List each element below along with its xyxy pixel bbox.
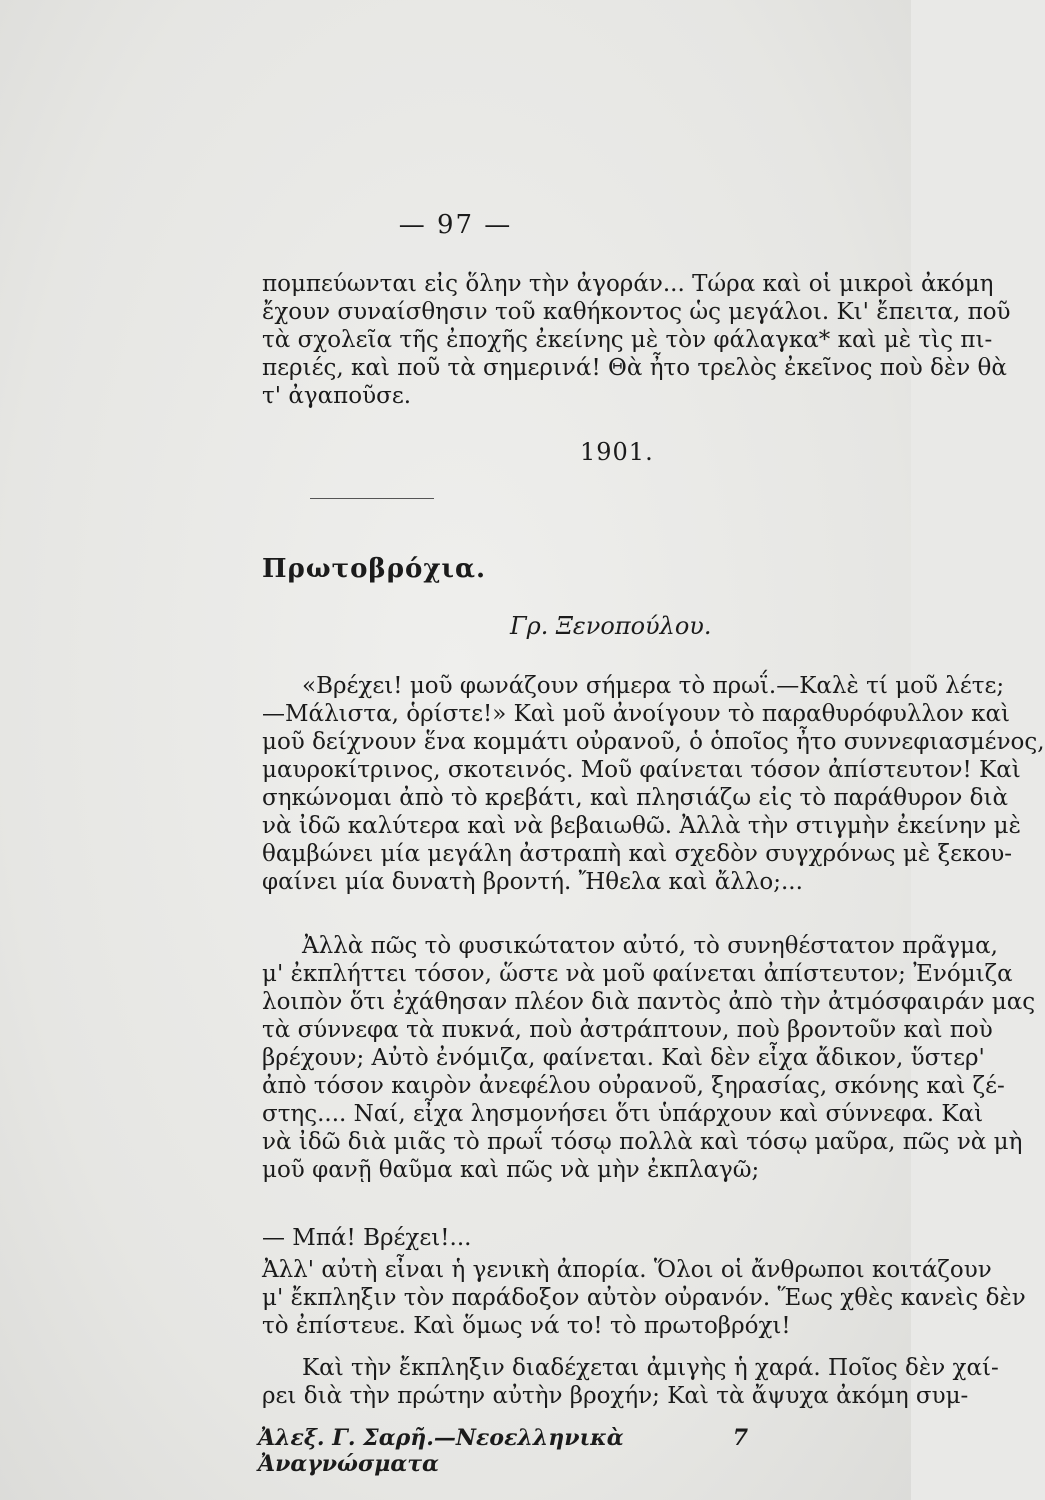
section-title: Πρωτοβρόχια. xyxy=(262,554,487,584)
text-line: ἀπὸ τόσον καιρὸν ἀνεφέλου οὐρανοῦ, ξηρασίας, σκόνης καὶ ζέ- xyxy=(262,1073,1005,1099)
text-line: Ἀλλ' αὐτὴ εἶναι ἡ γενικὴ ἀπορία. Ὅλοι οἱ ἄνθρωποι κοιτάζουν xyxy=(262,1257,992,1283)
text-line: —Μάλιστα, ὁρίστε!» Καὶ μοῦ ἀνοίγουν τὸ παραθυρόφυλλον καὶ xyxy=(262,701,1011,727)
text-line: πομπεύωνται εἰς ὅλην τὴν ἀγοράν... Τώρα καὶ οἱ μικροὶ ἀκόμη xyxy=(262,271,994,297)
text-line: τ' ἀγαποῦσε. xyxy=(262,383,412,409)
text-line: τὰ σχολεῖα τῆς ἐποχῆς ἐκείνης μὲ τὸν φάλαγκα* καὶ μὲ τὶς πι- xyxy=(262,327,993,353)
text-line: μ' ἔκπληξιν τὸν παράδοξον αὐτὸν οὐρανόν. Ἕως χθὲς κανεὶς δὲν xyxy=(262,1285,1026,1311)
text-line: μαυροκίτρινος, σκοτεινός. Μοῦ φαίνεται τόσον ἀπίστευτον! Καὶ xyxy=(262,757,1021,783)
text-line: μοῦ δείχνουν ἕνα κομμάτι οὐρανοῦ, ὁ ὁποῖος ἦτο συννεφιασμένος, xyxy=(262,729,1045,755)
page-number: — 97 — xyxy=(398,210,513,240)
text-line: νὰ ἰδῶ καλύτερα καὶ νὰ βεβαιωθῶ. Ἀλλὰ τὴν στιγμὴν ἐκείνην μὲ xyxy=(262,813,1021,839)
paragraph-1 xyxy=(262,672,1045,896)
text-line: τὸ ἐπίστευε. Καὶ ὅμως νά το! τὸ πρωτοβρόχι! xyxy=(262,1313,791,1339)
footer-book-title: Ἀλεξ. Γ. Σαρῆ.—Νεοελληνικὰ Ἀναγνώσματα xyxy=(258,1425,624,1477)
text-line: Ἀλλὰ πῶς τὸ φυσικώτατον αὐτό, τὸ συνηθέστατον πρᾶγμα, xyxy=(302,933,998,959)
text-line: τὰ σύννεφα τὰ πυκνά, ποὺ ἀστράπτουν, ποὺ βροντοῦν καὶ ποὺ xyxy=(262,1017,993,1043)
paragraph-5 xyxy=(262,1354,999,1410)
top-paragraph xyxy=(262,270,1011,410)
text-line: — Μπά! Βρέχει!... xyxy=(262,1225,472,1251)
text-line: λοιπὸν ὅτι ἐχάθησαν πλέον διὰ παντὸς ἀπὸ τὴν ἀτμόσφαιράν μας xyxy=(262,989,1036,1015)
date: 1901. xyxy=(580,438,654,466)
page-footer xyxy=(258,1425,748,1477)
text-line: στης.... Ναί, εἶχα λησμονήσει ὅτι ὑπάρχουν καὶ σύννεφα. Καὶ xyxy=(262,1101,984,1127)
section-divider xyxy=(310,498,434,499)
paragraph-4 xyxy=(262,1256,1026,1340)
text-line: σηκώνομαι ἀπὸ τὸ κρεβάτι, καὶ πλησιάζω εἰς τὸ παράθυρον διὰ xyxy=(262,785,1009,811)
text-line: ρει διὰ τὴν πρώτην αὐτὴν βροχήν; Καὶ τὰ ἄψυχα ἀκόμη συμ- xyxy=(262,1383,969,1409)
text-line: περιές, καὶ ποῦ τὰ σημερινά! Θὰ ἦτο τρελὸς ἐκεῖνος ποὺ δὲν θὰ xyxy=(262,355,1007,381)
footer-signature-number: 7 xyxy=(732,1425,748,1451)
text-line: βρέχουν; Αὐτὸ ἐνόμιζα, φαίνεται. Καὶ δὲν εἶχα ἄδικον, ὕστερ' xyxy=(262,1045,985,1071)
author-name: Γρ. Ξενοπούλου. xyxy=(510,612,712,640)
text-line: μ' ἐκπλήττει τόσον, ὥστε νὰ μοῦ φαίνεται ἀπίστευτον; Ἐνόμιζα xyxy=(262,961,1013,987)
text-line: Καὶ τὴν ἔκπληξιν διαδέχεται ἀμιγὴς ἡ χαρά. Ποῖος δὲν χαί- xyxy=(302,1355,999,1381)
text-line: μοῦ φανῇ θαῦμα καὶ πῶς νὰ μὴν ἐκπλαγῶ; xyxy=(262,1157,760,1183)
text-line: φαίνει μία δυνατὴ βροντή. Ἤθελα καὶ ἄλλο;... xyxy=(262,869,803,895)
text-line: ἔχουν συναίσθησιν τοῦ καθήκοντος ὡς μεγάλοι. Κι' ἔπειτα, ποῦ xyxy=(262,299,1011,325)
text-line: θαμβώνει μία μεγάλη ἀστραπὴ καὶ σχεδὸν συγχρόνως μὲ ξεκου- xyxy=(262,841,1013,867)
text-line: νὰ ἰδῶ διὰ μιᾶς τὸ πρωΐ τόσῳ πολλὰ καὶ τόσῳ μαῦρα, πῶς νὰ μὴ xyxy=(262,1129,1023,1155)
text-line: «Βρέχει! μοῦ φωνάζουν σήμερα τὸ πρωΐ.—Καλὲ τί μοῦ λέτε; xyxy=(302,673,1005,699)
paragraph-2 xyxy=(262,932,1036,1184)
paragraph-3 xyxy=(262,1224,742,1252)
